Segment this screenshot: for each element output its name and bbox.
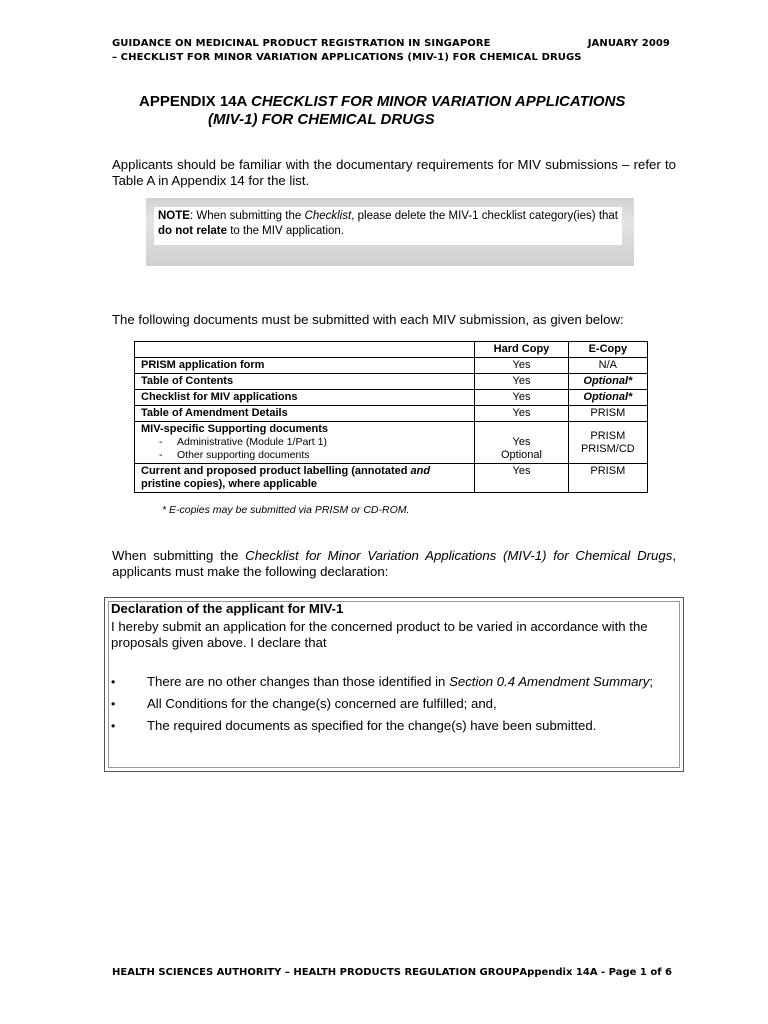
note-part1: : When submitting the <box>189 210 305 222</box>
labelling-text-a: Current and proposed product labelling (annotated <box>141 465 411 477</box>
list-item-text <box>147 674 673 690</box>
documents-table <box>134 341 648 493</box>
hard-copy-value: Yes <box>475 406 568 422</box>
note-part3: to the MIV application. <box>227 225 344 237</box>
doc-name: PRISM application form <box>135 358 475 374</box>
list-item <box>111 674 673 690</box>
labelling-text-b: pristine copies), where applicable <box>141 478 318 490</box>
note-checklist-word: Checklist <box>304 210 352 222</box>
note-emphasis: do not relate <box>158 225 228 237</box>
table-header-row <box>135 342 648 358</box>
declaration-list <box>111 674 673 740</box>
note-label: NOTE <box>158 210 190 222</box>
header-title-line1: GUIDANCE ON MEDICINAL PRODUCT REGISTRATION IN SINGAPORE <box>112 38 491 49</box>
sub-item-dash: - <box>159 449 163 461</box>
header-date: JANUARY 2009 <box>587 38 670 49</box>
e-copy-value: PRISM <box>568 406 647 422</box>
declaration-text: I hereby submit an application for the concerned product to be varied in accordance with the proposals given above. I declare that <box>111 619 648 650</box>
sub-item <box>141 436 468 449</box>
list-item <box>111 718 673 734</box>
note-box <box>146 198 634 266</box>
table-row <box>135 358 648 374</box>
declaration-intro <box>112 548 676 580</box>
doc-name: Table of Contents <box>135 374 475 390</box>
sub-item <box>141 449 468 462</box>
footer-organization: HEALTH SCIENCES AUTHORITY – HEALTH PRODUCTS REGULATION GROUP <box>112 967 520 978</box>
b1-section-ref: Section 0.4 Amendment Summary <box>449 674 650 689</box>
table-footnote: * E-copies may be submitted via PRISM or CD-ROM. <box>162 504 410 516</box>
doc-name <box>135 464 475 493</box>
labelling-and: and <box>410 465 431 477</box>
list-item-text: The required documents as specified for the change(s) have been submitted. <box>147 718 597 733</box>
bullet-icon: • <box>111 719 116 733</box>
table-row <box>135 390 648 406</box>
hard-copy-other: Optional <box>501 449 542 461</box>
decl-intro-checklist-name: Checklist for Minor Variation Applications (MIV-1) for Chemical Drugs <box>245 548 673 563</box>
table-row <box>135 406 648 422</box>
b1-text-b: ; <box>649 674 654 689</box>
decl-intro-a: When submitting the <box>112 548 246 563</box>
doc-name: Table of Amendment Details <box>135 406 475 422</box>
sub-item-label: Other supporting documents <box>177 449 310 461</box>
e-copy-admin: PRISM <box>590 429 626 442</box>
e-copy-value <box>568 422 647 464</box>
e-copy-value: PRISM <box>568 464 647 493</box>
appendix-number: APPENDIX 14A <box>139 93 247 110</box>
hard-copy-value: Yes <box>475 390 568 406</box>
decl-intro-b: , applicants must make the following declaration: <box>112 548 676 579</box>
list-item-text: All Conditions for the change(s) concerned are fulfilled; and, <box>147 696 497 711</box>
appendix-title-text: CHECKLIST FOR MINOR VARIATION APPLICATIONS <box>250 93 626 110</box>
footer-page-number: Appendix 14A - Page 1 of 6 <box>519 967 672 978</box>
doc-name <box>135 422 475 464</box>
sub-item-dash: - <box>159 436 163 448</box>
header-document <box>135 342 475 358</box>
table-row <box>135 374 648 390</box>
declaration-box <box>104 597 684 772</box>
header-hard-copy: Hard Copy <box>475 342 568 358</box>
e-copy-value: N/A <box>568 358 647 374</box>
e-copy-value: Optional* <box>568 390 647 406</box>
documents-intro: The following documents must be submitted with each MIV submission, as given below: <box>112 312 624 327</box>
hard-copy-value: Yes <box>475 374 568 390</box>
hard-copy-value: Yes <box>475 464 568 493</box>
hard-copy-admin: Yes <box>512 436 531 448</box>
header-e-copy: E-Copy <box>568 342 647 358</box>
list-item <box>111 696 673 712</box>
miv-supporting-title: MIV-specific Supporting documents <box>141 423 329 435</box>
appendix-title-line1 <box>139 93 625 110</box>
bullet-icon: • <box>111 697 116 711</box>
appendix-title-line2: (MIV-1) FOR CHEMICAL DRUGS <box>208 111 435 128</box>
declaration-title: Declaration of the applicant for MIV-1 <box>111 601 344 616</box>
hard-copy-value <box>475 422 568 464</box>
note-text <box>154 207 622 245</box>
table-row <box>135 464 648 493</box>
hard-copy-value: Yes <box>475 358 568 374</box>
e-copy-other: PRISM/CD <box>580 442 635 455</box>
table-row <box>135 422 648 464</box>
bullet-icon: • <box>111 675 116 689</box>
note-part2: , please delete the MIV-1 checklist category(ies) that <box>351 210 618 222</box>
sub-item-label: Administrative (Module 1/Part 1) <box>177 436 327 448</box>
b1-text-a: There are no other changes than those identified in <box>147 674 450 689</box>
doc-name: Checklist for MIV applications <box>135 390 475 406</box>
intro-paragraph: Applicants should be familiar with the documentary requirements for MIV submissions – refer to Table A in Appendix 14 for the list. <box>112 157 676 188</box>
e-copy-value: Optional* <box>568 374 647 390</box>
header-title-line2: – CHECKLIST FOR MINOR VARIATION APPLICATIONS (MIV-1) FOR CHEMICAL DRUGS <box>112 52 582 63</box>
